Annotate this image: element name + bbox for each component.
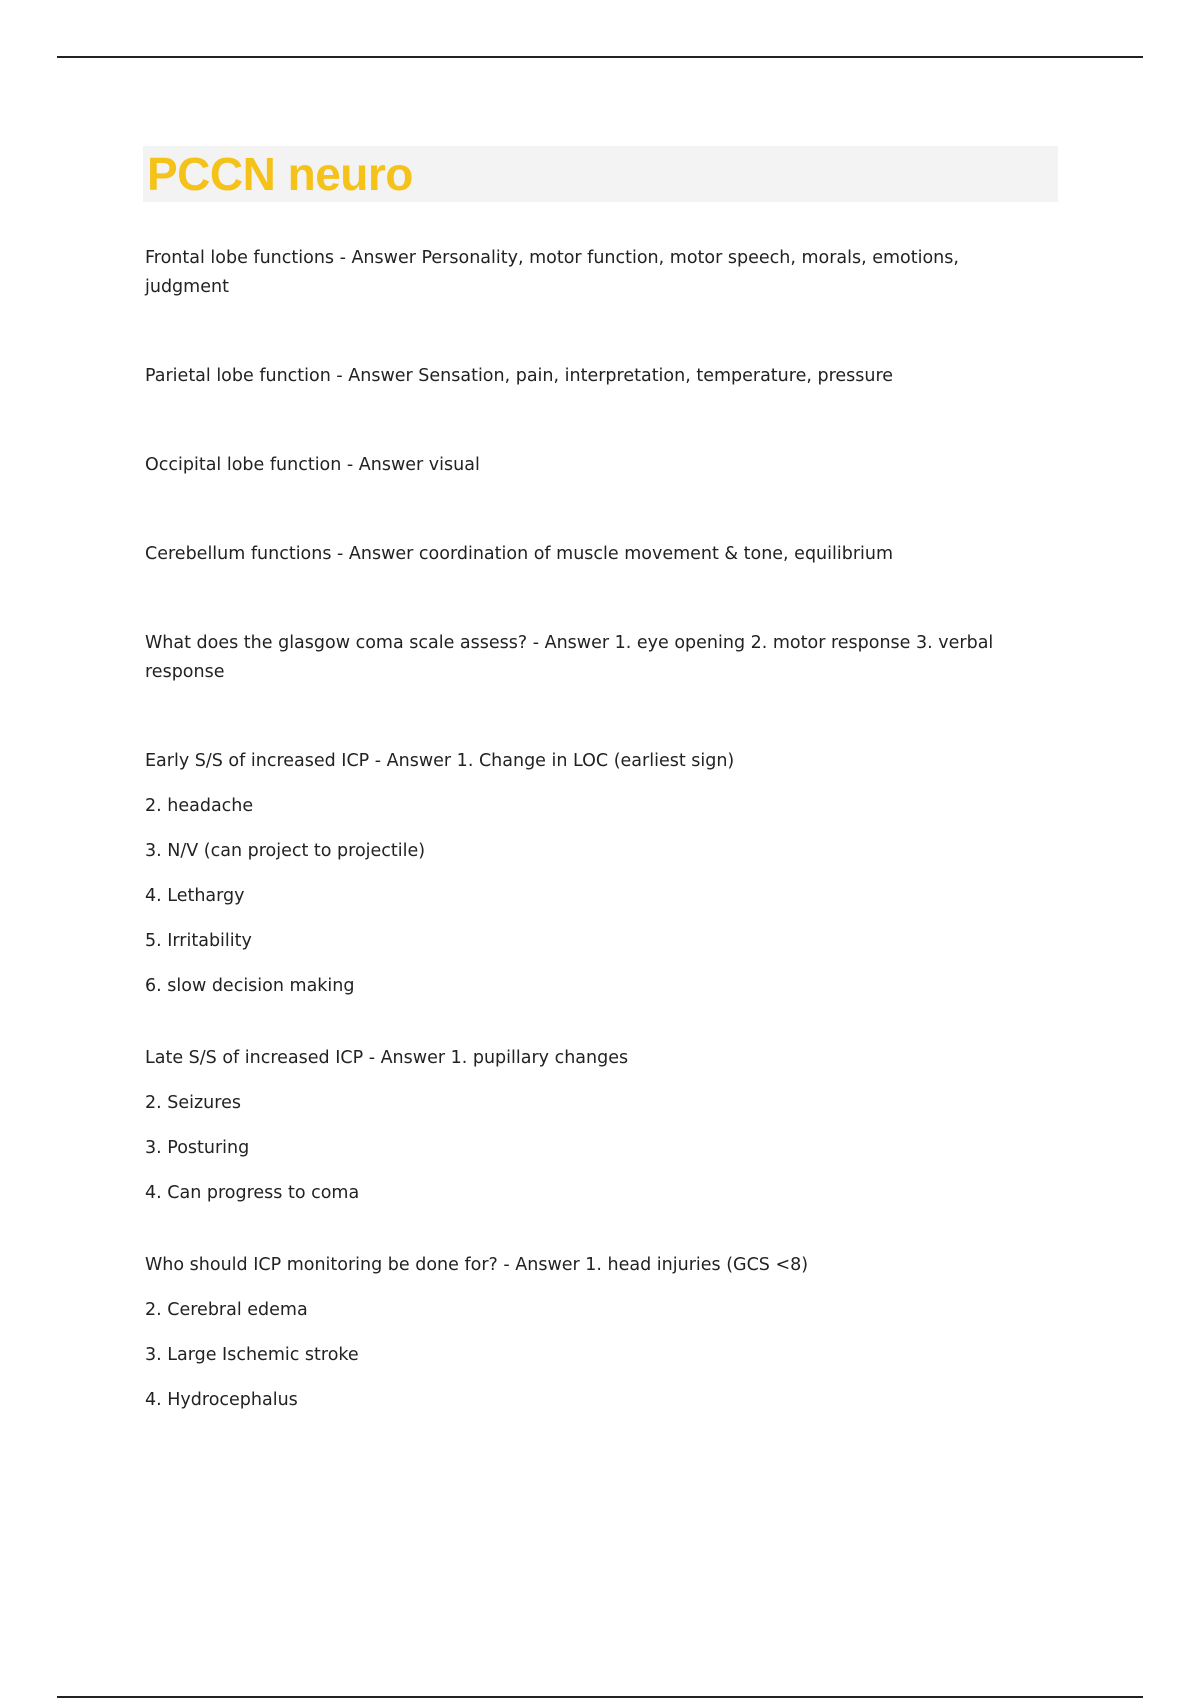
list-item: 3. Posturing xyxy=(145,1138,250,1158)
flashcard-glasgow-coma-scale xyxy=(145,629,1045,687)
flashcard-cerebellum xyxy=(145,540,1045,569)
flashcard-occipital-lobe xyxy=(145,451,1045,480)
flashcard-icp-monitoring xyxy=(145,1251,1045,1415)
list-item: 2. Seizures xyxy=(145,1093,241,1113)
flashcard-text: Cerebellum functions - Answer coordination of muscle movement & tone, equilibrium xyxy=(145,544,894,564)
flashcard-late-icp-signs xyxy=(145,1044,1045,1208)
list-item: 4. Can progress to coma xyxy=(145,1183,360,1203)
flashcard-early-icp-signs xyxy=(145,747,1045,1001)
bottom-rule xyxy=(57,1696,1143,1698)
flashcard-frontal-lobe xyxy=(145,244,1045,302)
flashcard-question: Who should ICP monitoring be done for? - Answer 1. head injuries (GCS <8) xyxy=(145,1255,809,1275)
list-item: 6. slow decision making xyxy=(145,976,355,996)
list-item: 3. N/V (can project to projectile) xyxy=(145,841,426,861)
title-bar xyxy=(143,146,1058,202)
flashcard-parietal-lobe xyxy=(145,362,1045,391)
list-item: 5. Irritability xyxy=(145,931,252,951)
flashcard-text: Frontal lobe functions - Answer Personality, motor function, motor speech, morals, emotions, judgment xyxy=(145,248,959,297)
flashcard-list xyxy=(145,244,1045,1458)
list-item: 4. Hydrocephalus xyxy=(145,1390,298,1410)
page-title: PCCN neuro xyxy=(147,148,413,200)
flashcard-text: Parietal lobe function - Answer Sensation, pain, interpretation, temperature, pressure xyxy=(145,366,894,386)
list-item: 4. Lethargy xyxy=(145,886,245,906)
list-item: 2. Cerebral edema xyxy=(145,1300,308,1320)
flashcard-question: Late S/S of increased ICP - Answer 1. pupillary changes xyxy=(145,1048,629,1068)
top-rule xyxy=(57,56,1143,58)
flashcard-text: Occipital lobe function - Answer visual xyxy=(145,455,480,475)
list-item: 2. headache xyxy=(145,796,254,816)
flashcard-question: Early S/S of increased ICP - Answer 1. Change in LOC (earliest sign) xyxy=(145,751,735,771)
flashcard-text: What does the glasgow coma scale assess? - Answer 1. eye opening 2. motor response 3. verbal response xyxy=(145,633,994,682)
list-item: 3. Large Ischemic stroke xyxy=(145,1345,359,1365)
